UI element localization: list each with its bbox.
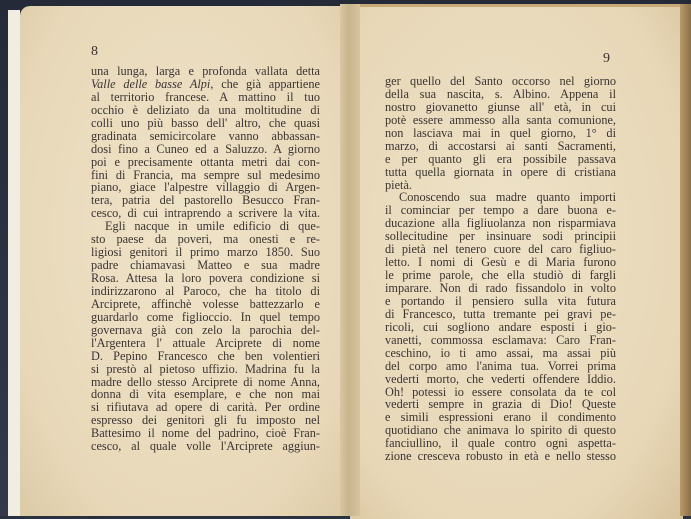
text-line: si prestò al pietoso uffizio. Madrina fu la [91,361,320,376]
right-page-text [385,75,616,463]
text-line: di pietà nel tenero cuore del caro figliuo- [385,242,616,257]
text-line: pietà. [385,177,412,192]
text-line: al territorio francese. A mattino il tuo [91,89,320,104]
text-line: potè essere ammesso alla santa comunione, [385,112,616,127]
left-page-text [91,65,320,453]
text-line: Conoscendo sua madre quanto importi [399,190,616,205]
text-line: governava già con zelo la parochia del- [91,322,320,337]
text-line: Valle delle basse Alpi, che già appartiene [91,76,320,91]
text-line: Arciprete, affinchè volesse battezzarlo e [91,296,320,311]
text-line: letto. I nomi di Gesù e di Maria furono [385,255,616,270]
text-line: ligiosi genitori il primo marzo 1850. Suo [91,245,320,260]
text-line: piano, giace l'alpestre villaggio di Argen- [91,180,320,195]
text-line: fini di Francia, ma sempre sul medesimo [91,167,320,182]
text-line: marzo, di accostarsi ai santi Sacramenti, [385,138,616,153]
text-line: D. Pepino Francesco che ben volentieri [91,348,320,363]
text-line: colli uno più basso dell' altro, che quasi [91,115,320,130]
text-line: madre dello stesso Arciprete di nome Anna, [91,374,320,389]
text-line: vederti morto, che vederti offendere Iddio. [385,371,616,386]
text-line: dosi fino a Cuneo ed a Saluzzo. A giorno [91,141,320,156]
text-line: e simili espressioni erano il condimento [385,410,616,425]
italic-place-name: Valle delle basse Alpi [91,76,211,91]
text-line: ger quello del Santo occorso nel giorno [385,74,616,88]
page-number-left: 8 [91,44,98,59]
text-line: poi e precisamente ottanta metri dai con- [91,154,320,169]
text-line: della sua nascita, s. Albino. Appena il [385,86,616,101]
text-line: guardarlo come figlioccio. In quel tempo [91,309,320,324]
text-line: occhio è deliziato da una moltitudine di [91,102,320,117]
text-line: tutta quella giornata in opere di cristiana [385,164,616,179]
text-line: Oh! potessi io essere consolata da te col [385,384,616,399]
text-line: non lasciava mai in quel giorno, 1° di [385,125,616,140]
text-line: tera, patria del pastorello Besucco Fran- [91,193,320,208]
text-line: indirizzarono al Paroco, che ha titolo di [91,283,320,298]
text-line: di Francesco, tutta tremante pei gravi pe- [385,306,616,321]
text-line: imparare. Non di rado fissandolo in volto [385,281,616,295]
text-line: le prime parole, che ella studiò di fargli [385,268,616,283]
text-line: donna di vita esemplare, e che non mai [91,387,320,402]
text-line: ducazione alla figliuolanza non risparmiava [385,216,616,231]
text-line: quotidiano che animava lo spirito di questo [385,423,616,438]
text-line: cesco, al quale volle l'Arciprete aggiun- [91,439,320,454]
text-line: sollecitudine per insinuare sodi principii [385,229,616,244]
text-line: Battesimo il nome del padrino, cioè Fran- [91,426,320,441]
text-line: si rifiutava ad opere di carità. Per ordine [91,400,320,415]
book-gutter [340,4,360,516]
text-line: il cominciar per tempo a dare buona e- [385,203,616,218]
text-line: l'Argentera l' attuale Arciprete di nome [91,335,320,350]
text-line: zione cresceva robusto in età e nello stesso [385,449,616,464]
book-edge [680,4,691,516]
text-line: del corpo amo l'anima tua. Vorrei prima [385,358,616,373]
text-line: ricoli, cui sogliono andare esposti i gio- [385,319,616,334]
text-line: gradinata semicircolare vanno abbassan- [91,128,320,143]
text-line: nostro giovanetto giunse all' età, in cui [385,99,616,114]
page-edge [8,10,20,516]
text-line: fanciullino, il quale contro ogni aspetta- [385,436,616,451]
text-line: vederti sempre in grazia di Dio! Queste [385,397,616,412]
text-line: padre chiamavasi Matteo e sua madre [91,258,320,273]
text-line: vanetti, commossa esclamava: Caro Fran- [385,332,616,347]
page-number-right: 9 [603,51,610,66]
text-line: e portando il pensiero sulla vita futura [385,293,616,308]
text-line: cesco, di cui intraprendo a scrivere la vita. [91,206,320,221]
text-line: Rosa. Attesa la loro povera condizione si [91,271,320,285]
text-line: una lunga, larga e profonda vallata detta [91,64,320,78]
text-line: Egli nacque in umile edificio di que- [105,219,320,234]
text-line: ceschino, io ti amo assai, ma assai più [385,345,616,360]
text-line: e per quanto gli era possibile passava [385,151,616,166]
text-line: sto paese da poveri, ma onesti e re- [91,232,320,247]
text-line: espresso dei genitori gli fu imposto nel [91,413,320,428]
